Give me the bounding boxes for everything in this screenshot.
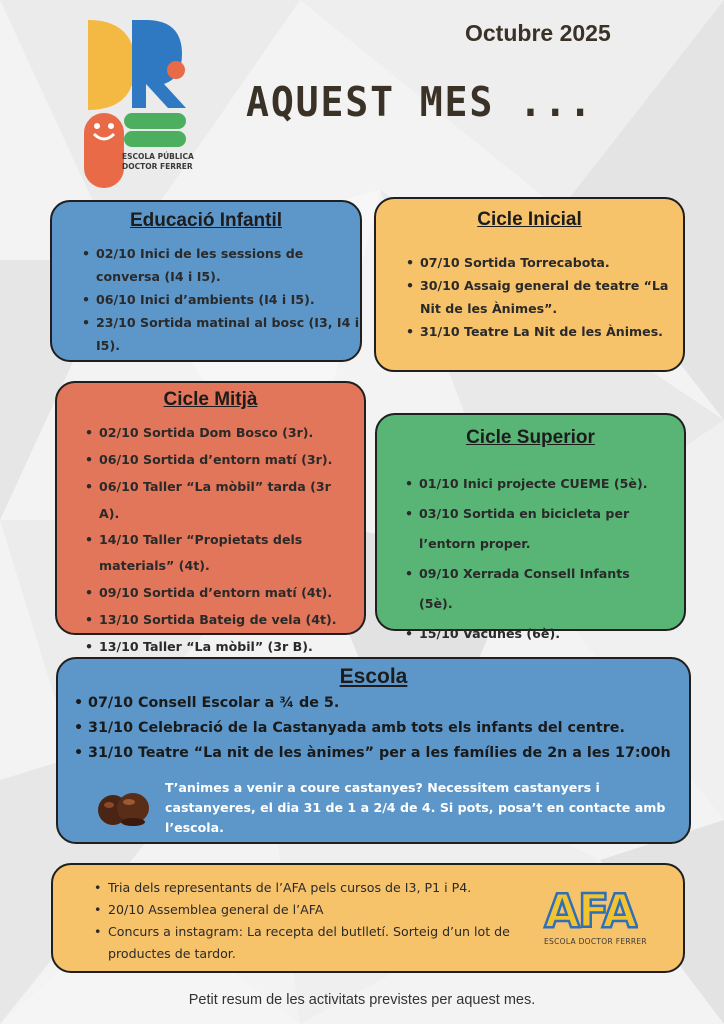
list-item: • Concurs a instagram: La recepta del butlletí. Sorteig d’un lot de productes de tardor. (108, 921, 523, 965)
list-item: • 15/10 Vacunes (6è). (419, 619, 662, 649)
month-label: Octubre 2025 (465, 20, 611, 46)
list-item: • 14/10 Taller “Propietats dels materials” (4t). (99, 527, 346, 579)
afa-logo-text: AFA (544, 884, 636, 938)
list-item: • 06/10 Sortida d’entorn matí (3r). (99, 446, 346, 473)
card-cicle-inicial (374, 197, 685, 372)
castanyada-note: T’animes a venir a coure castanyes? Necessitem castanyers i castanyeres, el dia 31 de 1 a 2/4 de 4. Si pots, posa’t en contacte amb l’escola. (165, 780, 666, 835)
activity-list (58, 691, 689, 766)
list-item: • 07/10 Consell Escolar a ¾ de 5. (88, 691, 689, 716)
list-item: • 31/10 Teatre La Nit de les Ànimes. (420, 320, 669, 343)
activity-list (376, 251, 683, 343)
list-item: • 31/10 Celebració de la Castanyada amb tots els infants del centre. (88, 716, 689, 741)
list-item: • 06/10 Taller “La mòbil” tarda (3r A). (99, 473, 346, 527)
footer-summary: Petit resum de les activitats previstes per aquest mes. (188, 992, 536, 1008)
list-item: • 13/10 Taller “La mòbil” (3r B). (99, 633, 346, 660)
activity-list (377, 469, 684, 649)
card-title: Cicle Superior (466, 427, 595, 448)
list-item: • 01/10 Inici projecte CUEME (5è). (419, 469, 662, 499)
school-name (122, 152, 194, 172)
list-item: • 31/10 Teatre “La nit de les ànimes” per a les famílies de 2n a les 17:00h (88, 741, 689, 766)
list-item: • 13/10 Sortida Bateig de vela (4t). (99, 606, 346, 633)
list-item: • 06/10 Inici d’ambients (I4 i I5). (96, 288, 360, 311)
school-name-line2: DOCTOR FERRER (122, 162, 193, 171)
card-cicle-mitja (55, 381, 366, 654)
page-title: AQUEST MES ... (246, 78, 594, 126)
activity-list (57, 419, 364, 660)
school-name-line1: ESCOLA PÚBLICA (122, 152, 194, 161)
list-item: • 30/10 Assaig general de teatre “La Nit de les Ànimes”. (420, 274, 669, 320)
list-item: • 07/10 Sortida Torrecabota. (420, 251, 669, 274)
list-item: • 09/10 Xerrada Consell Infants (5è). (419, 559, 662, 619)
list-item: • 02/10 Inici de les sessions de conversa (I4 i I5). (96, 242, 360, 288)
card-title: Cicle Mitjà (163, 389, 258, 410)
list-item: • 03/10 Sortida en bicicleta per l’entorn proper. (419, 499, 662, 559)
list-item: • Tria dels representants de l’AFA pels cursos de I3, P1 i P4. (108, 877, 523, 899)
card-title: Escola (339, 665, 408, 688)
list-item: • 02/10 Sortida Dom Bosco (3r). (99, 419, 346, 446)
card-educacio-infantil (50, 200, 362, 362)
card-title: Cicle Inicial (477, 209, 582, 230)
list-item: • 09/10 Sortida d’entorn matí (4t). (99, 579, 346, 606)
card-title: Educació Infantil (129, 210, 283, 231)
list-item: • 23/10 Sortida matinal al bosc (I3, I4 i I5). (96, 311, 360, 357)
list-item: • 20/10 Assemblea general de l’AFA (108, 899, 523, 921)
chestnuts-icon (95, 788, 151, 828)
activity-list (52, 242, 360, 357)
afa-logo-subtitle: ESCOLA DOCTOR FERRER (544, 937, 647, 946)
card-cicle-superior (375, 413, 686, 641)
